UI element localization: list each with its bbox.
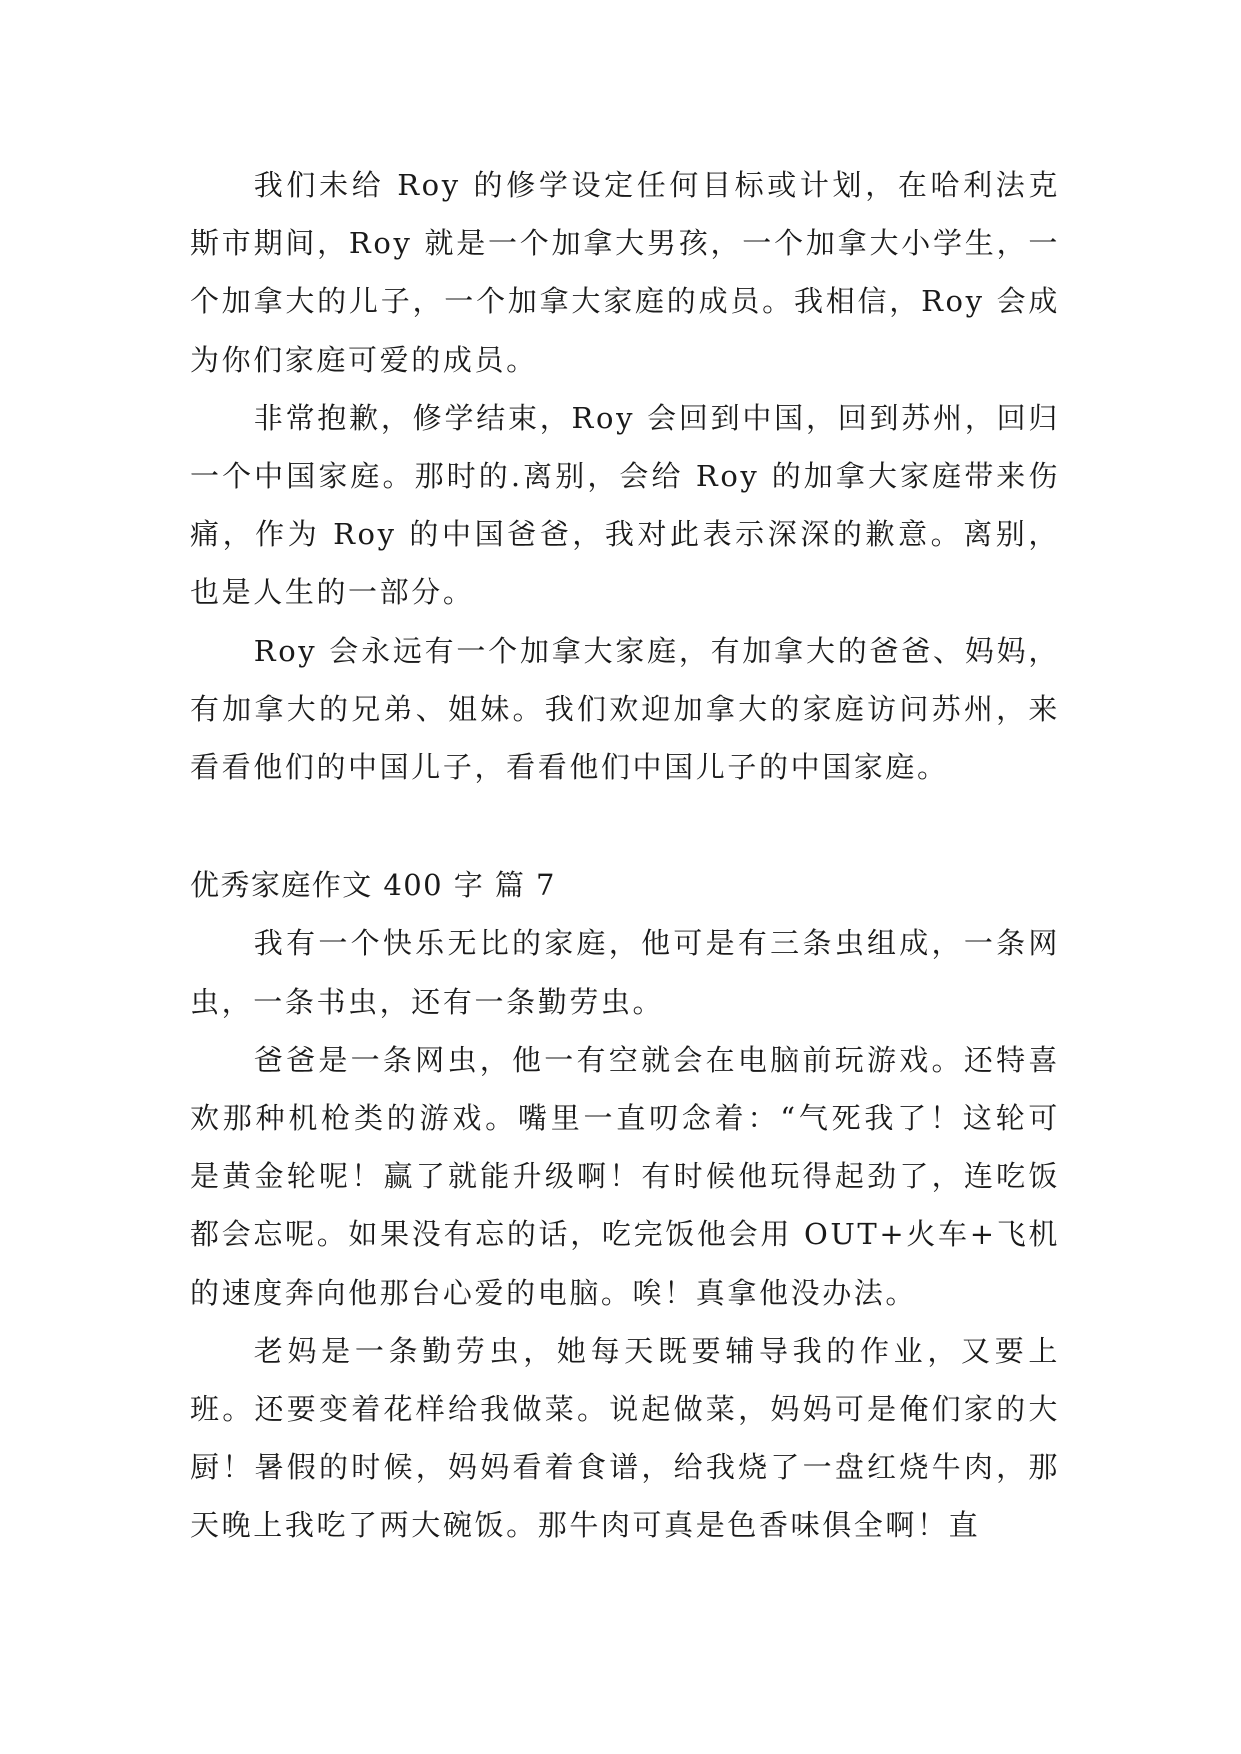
paragraph-happy-family: 我有一个快乐无比的家庭，他可是有三条虫组成，一条网虫，一条书虫，还有一条勤劳虫。 [190,926,1060,1019]
document-body [190,156,1060,1555]
paragraph-mom-hardworking: 老妈是一条勤劳虫，她每天既要辅导我的作业，又要上班。还要变着花样给我做菜。说起做菜，妈妈可是俺们家的大厨！暑假的时候，妈妈看着食谱，给我烧了一盘红烧牛肉，那天晚上我吃了两大碗饭。那牛肉可真是色香味俱全啊！直 [190,1333,1060,1543]
paragraph-roy-no-goals: 我们未给 Roy 的修学设定任何目标或计划，在哈利法克斯市期间，Roy 就是一个加拿大男孩，一个加拿大小学生，一个加拿大的儿子，一个加拿大家庭的成员。我相信，Roy 会成为你们家庭可爱的成员。 [190,168,1060,377]
paragraph-roy-farewell: 非常抱歉，修学结束，Roy 会回到中国，回到苏州，回归一个中国家庭。那时的.离别，会给 Roy 的加拿大家庭带来伤痛，作为 Roy 的中国爸爸，我对此表示深深的歉意。离别，也是人生的一部分。 [190,400,1060,610]
paragraph-dad-net-bug: 爸爸是一条网虫，他一有空就会在电脑前玩游戏。还特喜欢那种机枪类的游戏。嘴里一直叨念着：“气死我了！这轮可是黄金轮呢！赢了就能升级啊！有时候他玩得起劲了，连吃饭都会忘呢。如果没有忘的话，吃完饭他会用 OUT+火车+飞机的速度奔向他那台心爱的电脑。唉！真拿他没办法。 [190,1042,1060,1310]
paragraph-roy-canadian-family: Roy 会永远有一个加拿大家庭，有加拿大的爸爸、妈妈，有加拿大的兄弟、姐妹。我们欢迎加拿大的家庭访问苏州，来看看他们的中国儿子，看看他们中国儿子的中国家庭。 [190,633,1060,785]
section-heading: 优秀家庭作文 400 字 篇 7 [190,868,556,903]
section-spacer [190,796,1060,856]
